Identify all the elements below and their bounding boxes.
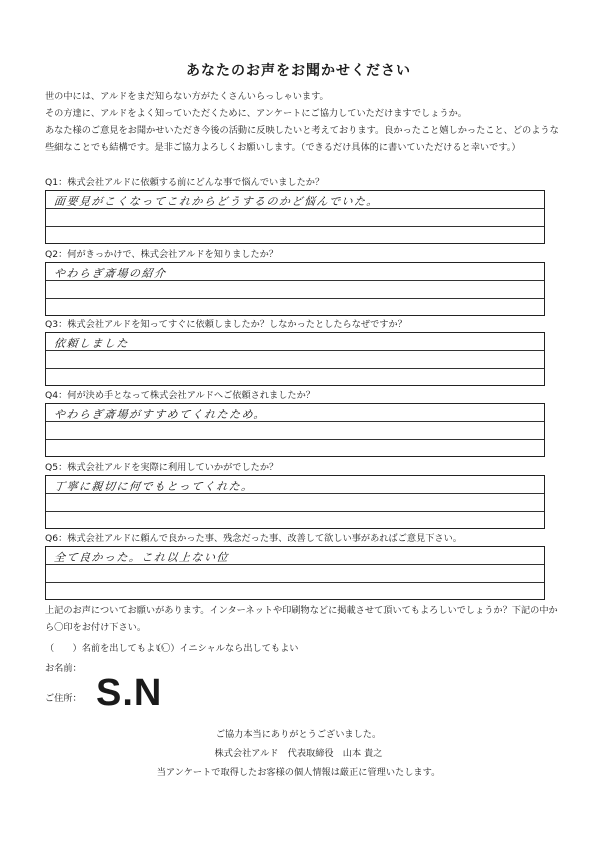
request-line: 上記のお声についてお願いがあります。インターネットや印刷物などに掲載させて頂いてもよろしいでしょうか？下記の中か — [45, 605, 558, 616]
intro-line: その方達に、アルドをよく知っていただくために、アンケートにご協力していただけますでしょうか。 — [45, 108, 467, 119]
question-label: Q4：何が決め手となって株式会社アルドへご依頼されましたか？ — [45, 390, 315, 401]
intro-line: あなた様のご意見をお聞かせいただき今後の活動に反映したいと考えております。良かったこと嬉しかったこと、どのような — [45, 125, 559, 136]
handwritten-answer: 依頼しました — [53, 337, 130, 350]
intro-text — [45, 88, 565, 156]
thanks-line: ご協力本当にありがとうございました。 — [215, 729, 382, 740]
publication-request — [45, 602, 565, 636]
intro-line: 世の中には、アルドをまだ知らない方がたくさんいらっしゃいます。 — [45, 91, 329, 102]
customer-initials: S.N — [96, 672, 163, 714]
answer-box — [45, 403, 545, 457]
handwritten-answer: やわらぎ斎場がすすめてくれたため。 — [53, 408, 267, 421]
answer-box — [45, 332, 545, 386]
question-3 — [45, 318, 545, 386]
answer-box — [45, 546, 545, 600]
question-label: Q6：株式会社アルドに頼んで良かった事、残念だった事、改善して欲しい事があればご意見下さい。 — [45, 533, 462, 544]
handwritten-answer: 全て良かった。これ以上ない位 — [53, 551, 230, 564]
handwritten-answer: 丁寧に親切に何でもとってくれた。 — [53, 480, 255, 493]
name-label: お名前： — [45, 663, 82, 674]
answer-box — [45, 262, 545, 316]
question-5 — [45, 461, 545, 529]
handwritten-answer: やわらぎ斎場の紹介 — [53, 267, 168, 280]
answer-box — [45, 190, 545, 244]
answer-box — [45, 475, 545, 529]
handwritten-answer: 面要見がこくなってこれからどうするのかど悩んでいた。 — [53, 195, 380, 208]
page-title: あなたのお声をお聞かせください — [186, 63, 411, 79]
question-label: Q5：株式会社アルドを実際に利用していかがでしたか？ — [45, 462, 279, 473]
question-label: Q1：株式会社アルドに依頼する前にどんな事で悩んでいましたか？ — [45, 177, 325, 188]
privacy-note: 当アンケートで取得したお客様の個人情報は厳正に管理いたします。 — [156, 767, 441, 778]
question-label: Q2：何がきっかけで、株式会社アルドを知りましたか？ — [45, 249, 279, 260]
company-signature: 株式会社アルド 代表取締役 山本 貴之 — [214, 748, 383, 759]
question-6 — [45, 532, 545, 600]
question-4 — [45, 389, 545, 457]
question-label: Q3：株式会社アルドを知ってすぐに依頼しましたか？しなかったとしたらなぜですか？ — [45, 319, 407, 330]
option-initials[interactable]: （〇）イニシャルなら出してもよい — [152, 643, 299, 654]
intro-line: 些細なことでも結構です。是非ご協力よろしくお願いします。（できるだけ具体的に書いていただけると幸いです。） — [45, 142, 521, 153]
question-1 — [45, 176, 545, 244]
option-full-name[interactable]: （ ）名前を出してもよい — [45, 643, 165, 654]
request-line: ら〇印をお付け下さい。 — [45, 622, 147, 633]
question-2 — [45, 248, 545, 316]
address-label: ご住所： — [45, 693, 82, 704]
